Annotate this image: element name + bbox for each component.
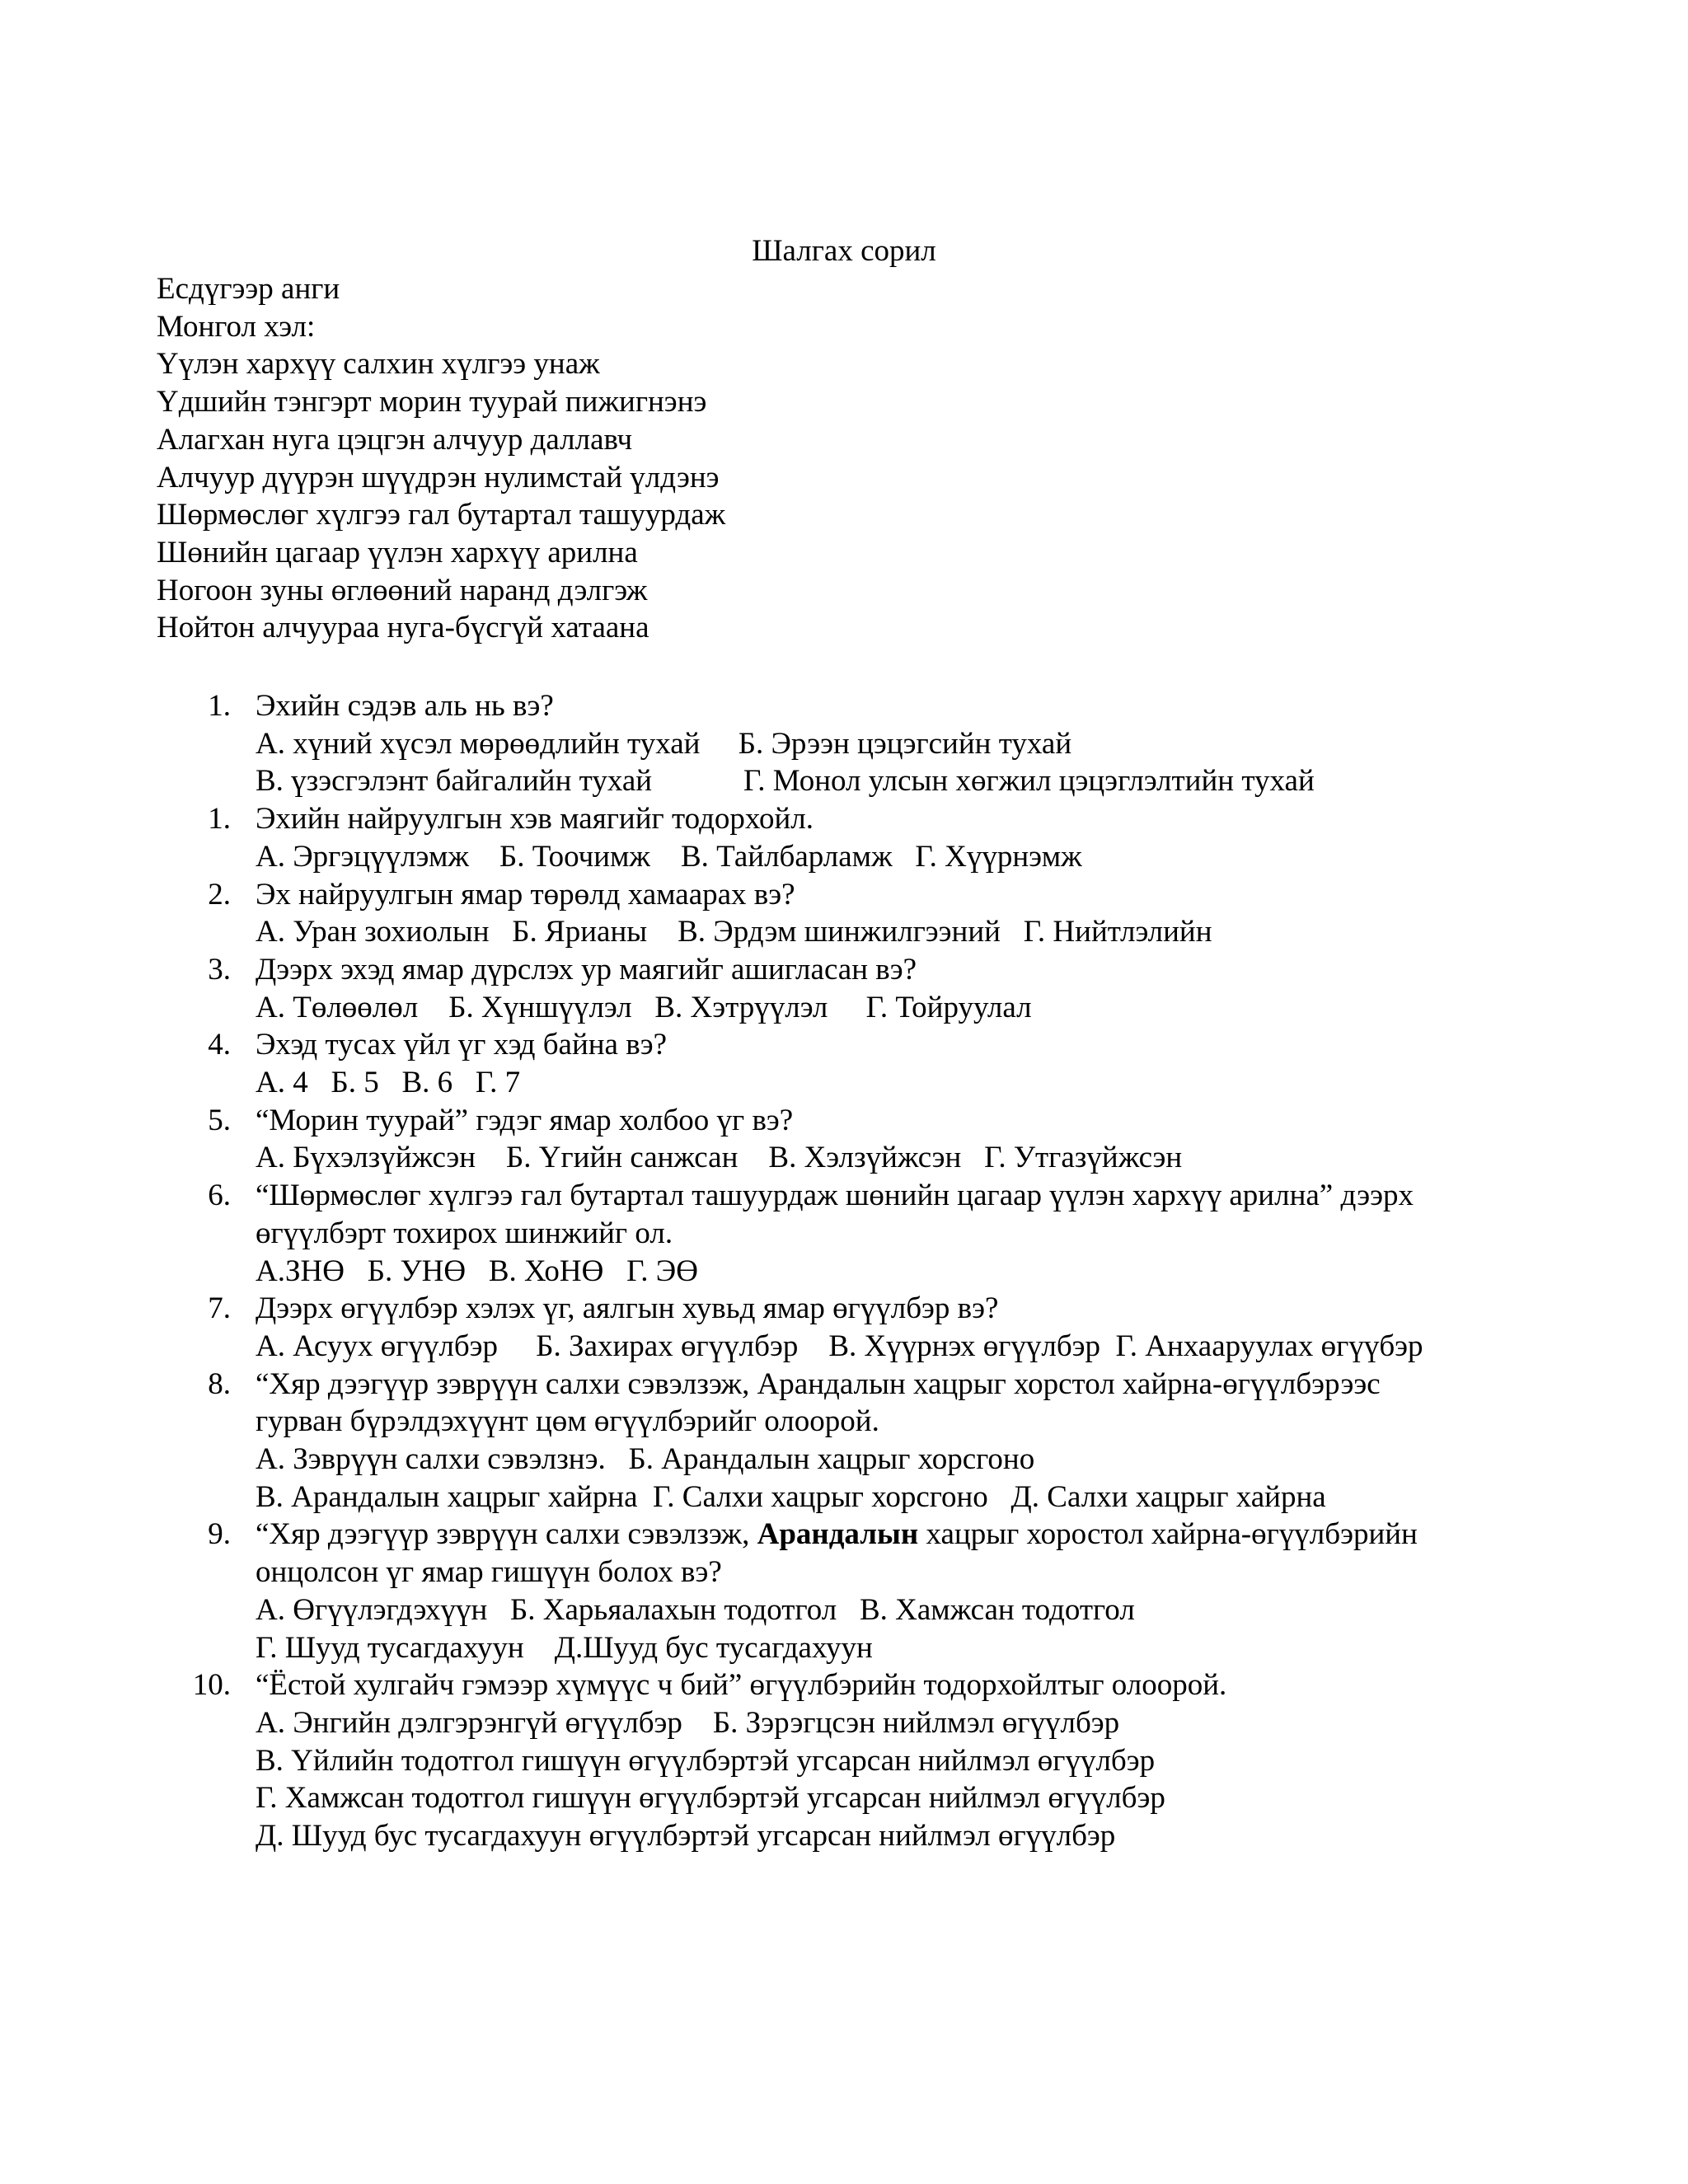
answer-options: А. Эргэцүүлэмж Б. Тоочимж В. Тайлбарламж Г. Хүүрнэмж [256, 839, 1082, 874]
question-number: 9. [208, 1517, 231, 1552]
question-item [157, 1366, 1574, 1516]
poem-line: Ногоон зуны өглөөний наранд дэлгэж [157, 573, 648, 607]
answer-options: В. Үйлийн тодотгол гишүүн өгүүлбэртэй угсарсан нийлмэл өгүүлбэр [256, 1743, 1156, 1778]
question-text: “Морин туурай” гэдэг ямар холбоо үг вэ? [256, 1103, 794, 1137]
poem-line: Шөрмөслөг хүлгээ гал бутартал ташуурдаж [157, 498, 726, 532]
answer-options: А. Асуух өгүүлбэр Б. Захирах өгүүлбэр В. Хүүрнэх өгүүлбэр Г. Анхааруулах өгүүбэр [256, 1329, 1423, 1363]
question-text: “Шөрмөслөг хүлгээ гал бутартал ташуурдаж шөнийн цагаар үүлэн хархүү арилна” дээрх [256, 1179, 1414, 1213]
question-list [157, 687, 1574, 1855]
question-text: гурван бүрэлдэхүүнт цөм өгүүлбэрийг олоорой. [256, 1404, 879, 1439]
answer-options: А. Өгүүлэгдэхүүн Б. Харьяалахын тодотгол В. Хамжсан тодотгол [256, 1592, 1135, 1627]
question-number: 1. [208, 802, 231, 837]
question-item [157, 1102, 1574, 1177]
poem-line: Үдшийн тэнгэрт морин туурай пижигнэнэ [157, 385, 707, 419]
grade-line: Есдүгээр анги [157, 272, 340, 306]
question-number: 10. [192, 1668, 231, 1703]
question-number: 3. [208, 952, 231, 987]
question-item [157, 1177, 1574, 1290]
question-number: 2. [208, 877, 231, 912]
question-item [157, 1026, 1574, 1101]
poem-line: Нойтон алчуураа нуга-бүсгүй хатаана [157, 611, 649, 645]
question-number: 5. [208, 1103, 231, 1137]
question-item [157, 1290, 1574, 1365]
answer-options: В. үзэсгэлэнт байгалийн тухай Г. Монол улсын хөгжил цэцэглэлтийн тухай [256, 764, 1315, 799]
question-number: 6. [208, 1179, 231, 1213]
question-item [157, 876, 1574, 951]
question-text: Эх найруулгын ямар төрөлд хамаарах вэ? [256, 877, 795, 912]
question-text: “Хяр дээгүүр зэврүүн салхи сэвэлзэж, Арандалын хацрыг хоростол хайрна-өгүүлбэрийн [256, 1517, 1418, 1552]
question-item [157, 687, 1574, 800]
question-text: “Хяр дээгүүр зэврүүн салхи сэвэлзэж, Арандалын хацрыг хорстол хайрна-өгүүлбэрээс [256, 1366, 1381, 1401]
answer-options: Д. Шууд бус тусагдахуун өгүүлбэртэй угсарсан нийлмэл өгүүлбэр [256, 1819, 1116, 1854]
question-text: Дээрх эхэд ямар дүрслэх ур маягийг ашигласан вэ? [256, 952, 917, 987]
question-text: онцолсон үг ямар гишүүн болох вэ? [256, 1555, 722, 1590]
question-number: 4. [208, 1028, 231, 1062]
poem-block [157, 270, 725, 647]
question-text: Эхийн найруулгын хэв маягийг тодорхойл. [256, 802, 814, 837]
subject-line: Монгол хэл: [157, 309, 316, 344]
poem-line: Алчуур дүүрэн шүүдрэн нулимстай үлдэнэ [157, 460, 720, 494]
question-number: 7. [208, 1291, 231, 1326]
poem-line: Шөнийн цагаар үүлэн хархүү арилна [157, 535, 638, 569]
question-item [157, 951, 1574, 1026]
document-title: Шалгах сорил [752, 234, 936, 268]
answer-options: В. Арандалын хацрыг хайрна Г. Салхи хацрыг хорсгоно Д. Салхи хацрыг хайрна [256, 1479, 1326, 1514]
answer-options: А. Энгийн дэлгэрэнгүй өгүүлбэр Б. Зэрэгцсэн нийлмэл өгүүлбэр [256, 1705, 1120, 1740]
poem-line: Алагхан нуга цэцгэн алчуур даллавч [157, 422, 633, 457]
answer-options: А. Уран зохиолын Б. Ярианы В. Эрдэм шинжилгээний Г. Нийтлэлийн [256, 915, 1212, 949]
question-text: Эхэд тусах үйл үг хэд байна вэ? [256, 1028, 667, 1062]
answer-options: А. Зэврүүн салхи сэвэлзнэ. Б. Арандалын хацрыг хорсгоно [256, 1442, 1035, 1477]
highlighted-word: Арандалын [757, 1517, 919, 1552]
question-text: өгүүлбэрт тохирох шинжийг ол. [256, 1216, 673, 1250]
question-item [157, 800, 1574, 875]
answer-options: А. хүний хүсэл мөрөөдлийн тухай Б. Эрээн цэцэгсийн тухай [256, 726, 1072, 761]
question-number: 1. [208, 689, 231, 723]
question-text: Эхийн сэдэв аль нь вэ? [256, 689, 554, 723]
question-item [157, 1516, 1574, 1666]
question-text: Дээрх өгүүлбэр хэлэх үг, аялгын хувьд ямар өгүүлбэр вэ? [256, 1291, 999, 1326]
answer-options: А. Бүхэлзүйжсэн Б. Үгийн санжсан В. Хэлзүйжсэн Г. Утгазүйжсэн [256, 1141, 1183, 1175]
question-text: “Ёстой хулгайч гэмээр хүмүүс ч бий” өгүүлбэрийн тодорхойлтыг олоорой. [256, 1668, 1227, 1703]
answer-options: Г. Хамжсан тодотгол гишүүн өгүүлбэртэй угсарсан нийлмэл өгүүлбэр [256, 1781, 1165, 1816]
question-number: 8. [208, 1366, 231, 1401]
answer-options: Г. Шууд тусагдахуун Д.Шууд бус тусагдахуун [256, 1630, 873, 1665]
question-item [157, 1666, 1574, 1855]
answer-options: А. 4 Б. 5 В. 6 Г. 7 [256, 1066, 521, 1100]
answer-options: А. Төлөөлөл Б. Хүншүүлэл В. Хэтрүүлэл Г. Тойруулал [256, 990, 1032, 1024]
answer-options: А.ЗНӨ Б. УНӨ В. ХоНӨ Г. ЭӨ [256, 1254, 698, 1288]
poem-line: Үүлэн хархүү салхин хүлгээ унаж [157, 347, 600, 382]
